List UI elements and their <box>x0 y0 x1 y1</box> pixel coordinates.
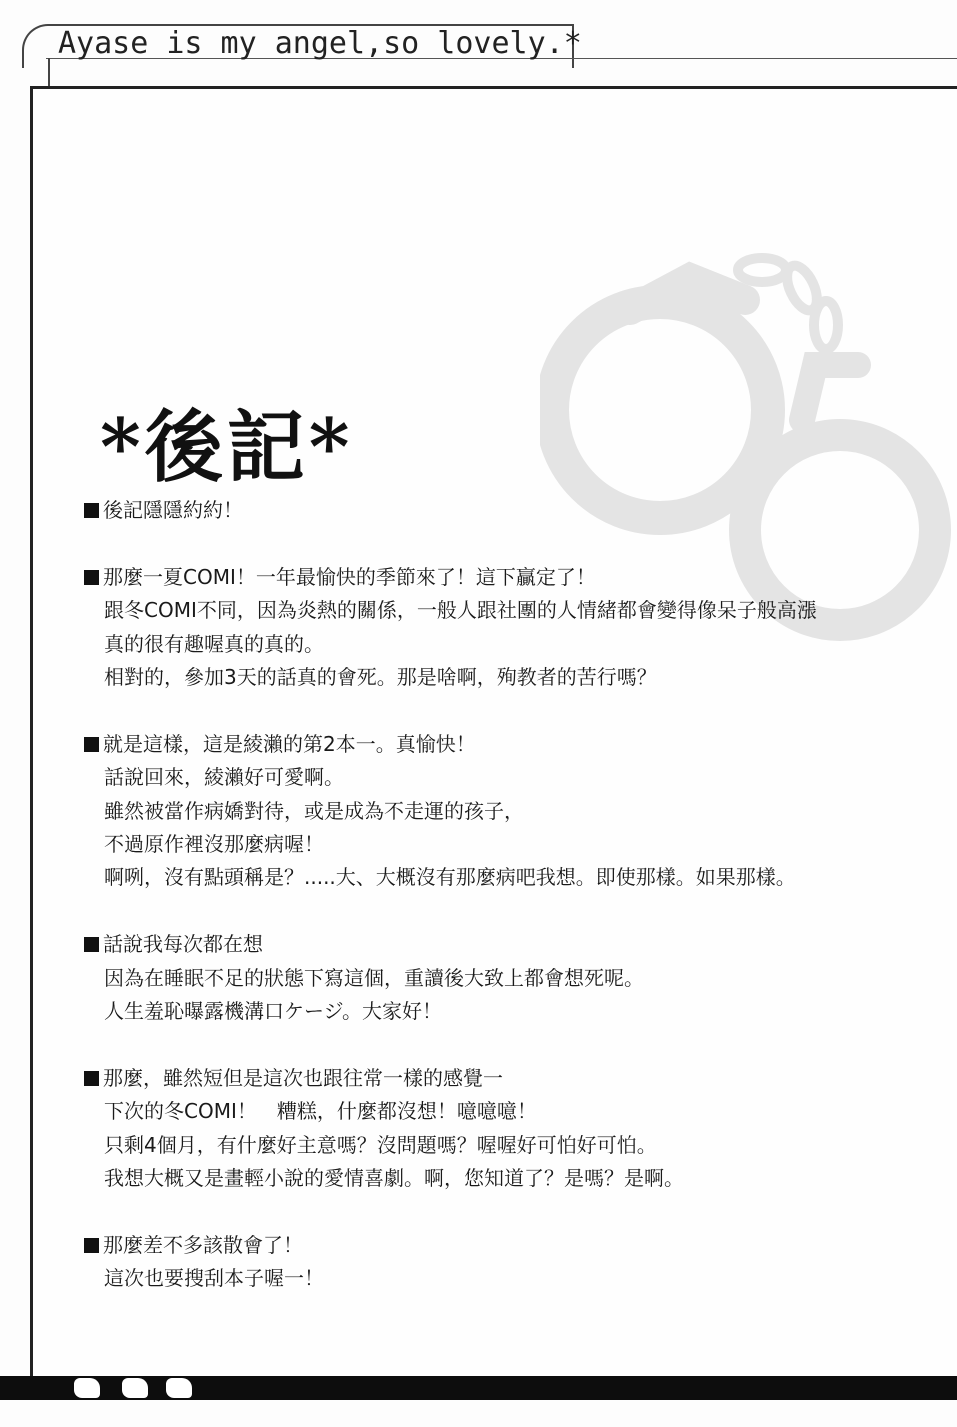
text-line: 跟冬COMI不同，因為炎熱的關係，一般人跟社團的人情緒都會變得像呆子般高漲 <box>104 598 817 623</box>
text-line: 那麼，雖然短但是這次也跟往常一樣的感覺一 <box>84 1062 944 1095</box>
text-line: 就是這樣，這是綾瀨的第2本一。真愉快！ <box>84 728 944 761</box>
square-bullet-icon <box>84 1071 99 1086</box>
text-line: 雖然被當作病嬌對待，或是成為不走運的孩子， <box>104 798 524 823</box>
footer-character-icon <box>74 1378 100 1398</box>
square-bullet-icon <box>84 1238 99 1253</box>
text-line: 人生羞恥曝露機溝口ケージ。大家好！ <box>104 999 442 1024</box>
text-line: 我想大概又是畫輕小說的愛情喜劇。啊，您知道了？是嗎？是啊。 <box>104 1166 684 1191</box>
text-line: 那麼一夏COMI！一年最愉快的季節來了！這下贏定了！ <box>84 561 944 594</box>
afterword-body <box>84 494 944 1296</box>
text-line: 話說回來，綾瀨好可愛啊。 <box>104 765 344 790</box>
section-5 <box>84 1062 944 1196</box>
square-bullet-icon <box>84 503 99 518</box>
footer-character-icon <box>166 1378 192 1398</box>
section-4 <box>84 928 944 1028</box>
text-line: 這次也要搜刮本子喔一！ <box>104 1266 324 1291</box>
text-line: 啊咧，沒有點頭稱是？.....大、大概沒有那麼病吧我想。即使那樣。如果那樣。 <box>104 865 796 890</box>
section-1 <box>84 494 944 527</box>
text-line: 不過原作裡沒那麼病喔！ <box>104 832 324 857</box>
text-line: 下次的冬COMI！ 糟糕，什麼都沒想！噫噫噫！ <box>104 1099 537 1124</box>
text-line: 後記隱隱約約！ <box>84 494 944 527</box>
afterword-heading: *後記* <box>100 402 354 493</box>
text-line: 只剩4個月，有什麼好主意嗎？沒問題嗎？喔喔好可怕好可怕。 <box>104 1132 657 1157</box>
square-bullet-icon <box>84 570 99 585</box>
text-line: 真的很有趣喔真的真的。 <box>104 631 324 656</box>
text-line: 相對的，參加3天的話真的會死。那是啥啊，殉教者的苦行嗎？ <box>104 665 657 690</box>
footer-character-icon <box>122 1378 148 1398</box>
section-3 <box>84 728 944 895</box>
page-title: Ayase is my angel,so lovely.* <box>58 26 582 61</box>
square-bullet-icon <box>84 937 99 952</box>
text-line: 話說我每次都在想 <box>84 928 944 961</box>
text-line: 因為在睡眠不足的狀態下寫這個，重讀後大致上都會想死呢。 <box>104 965 644 990</box>
section-2 <box>84 561 944 695</box>
text-line: 那麼差不多該散會了！ <box>84 1229 944 1262</box>
square-bullet-icon <box>84 737 99 752</box>
inner-tab-edge <box>48 58 957 86</box>
section-6 <box>84 1229 944 1296</box>
